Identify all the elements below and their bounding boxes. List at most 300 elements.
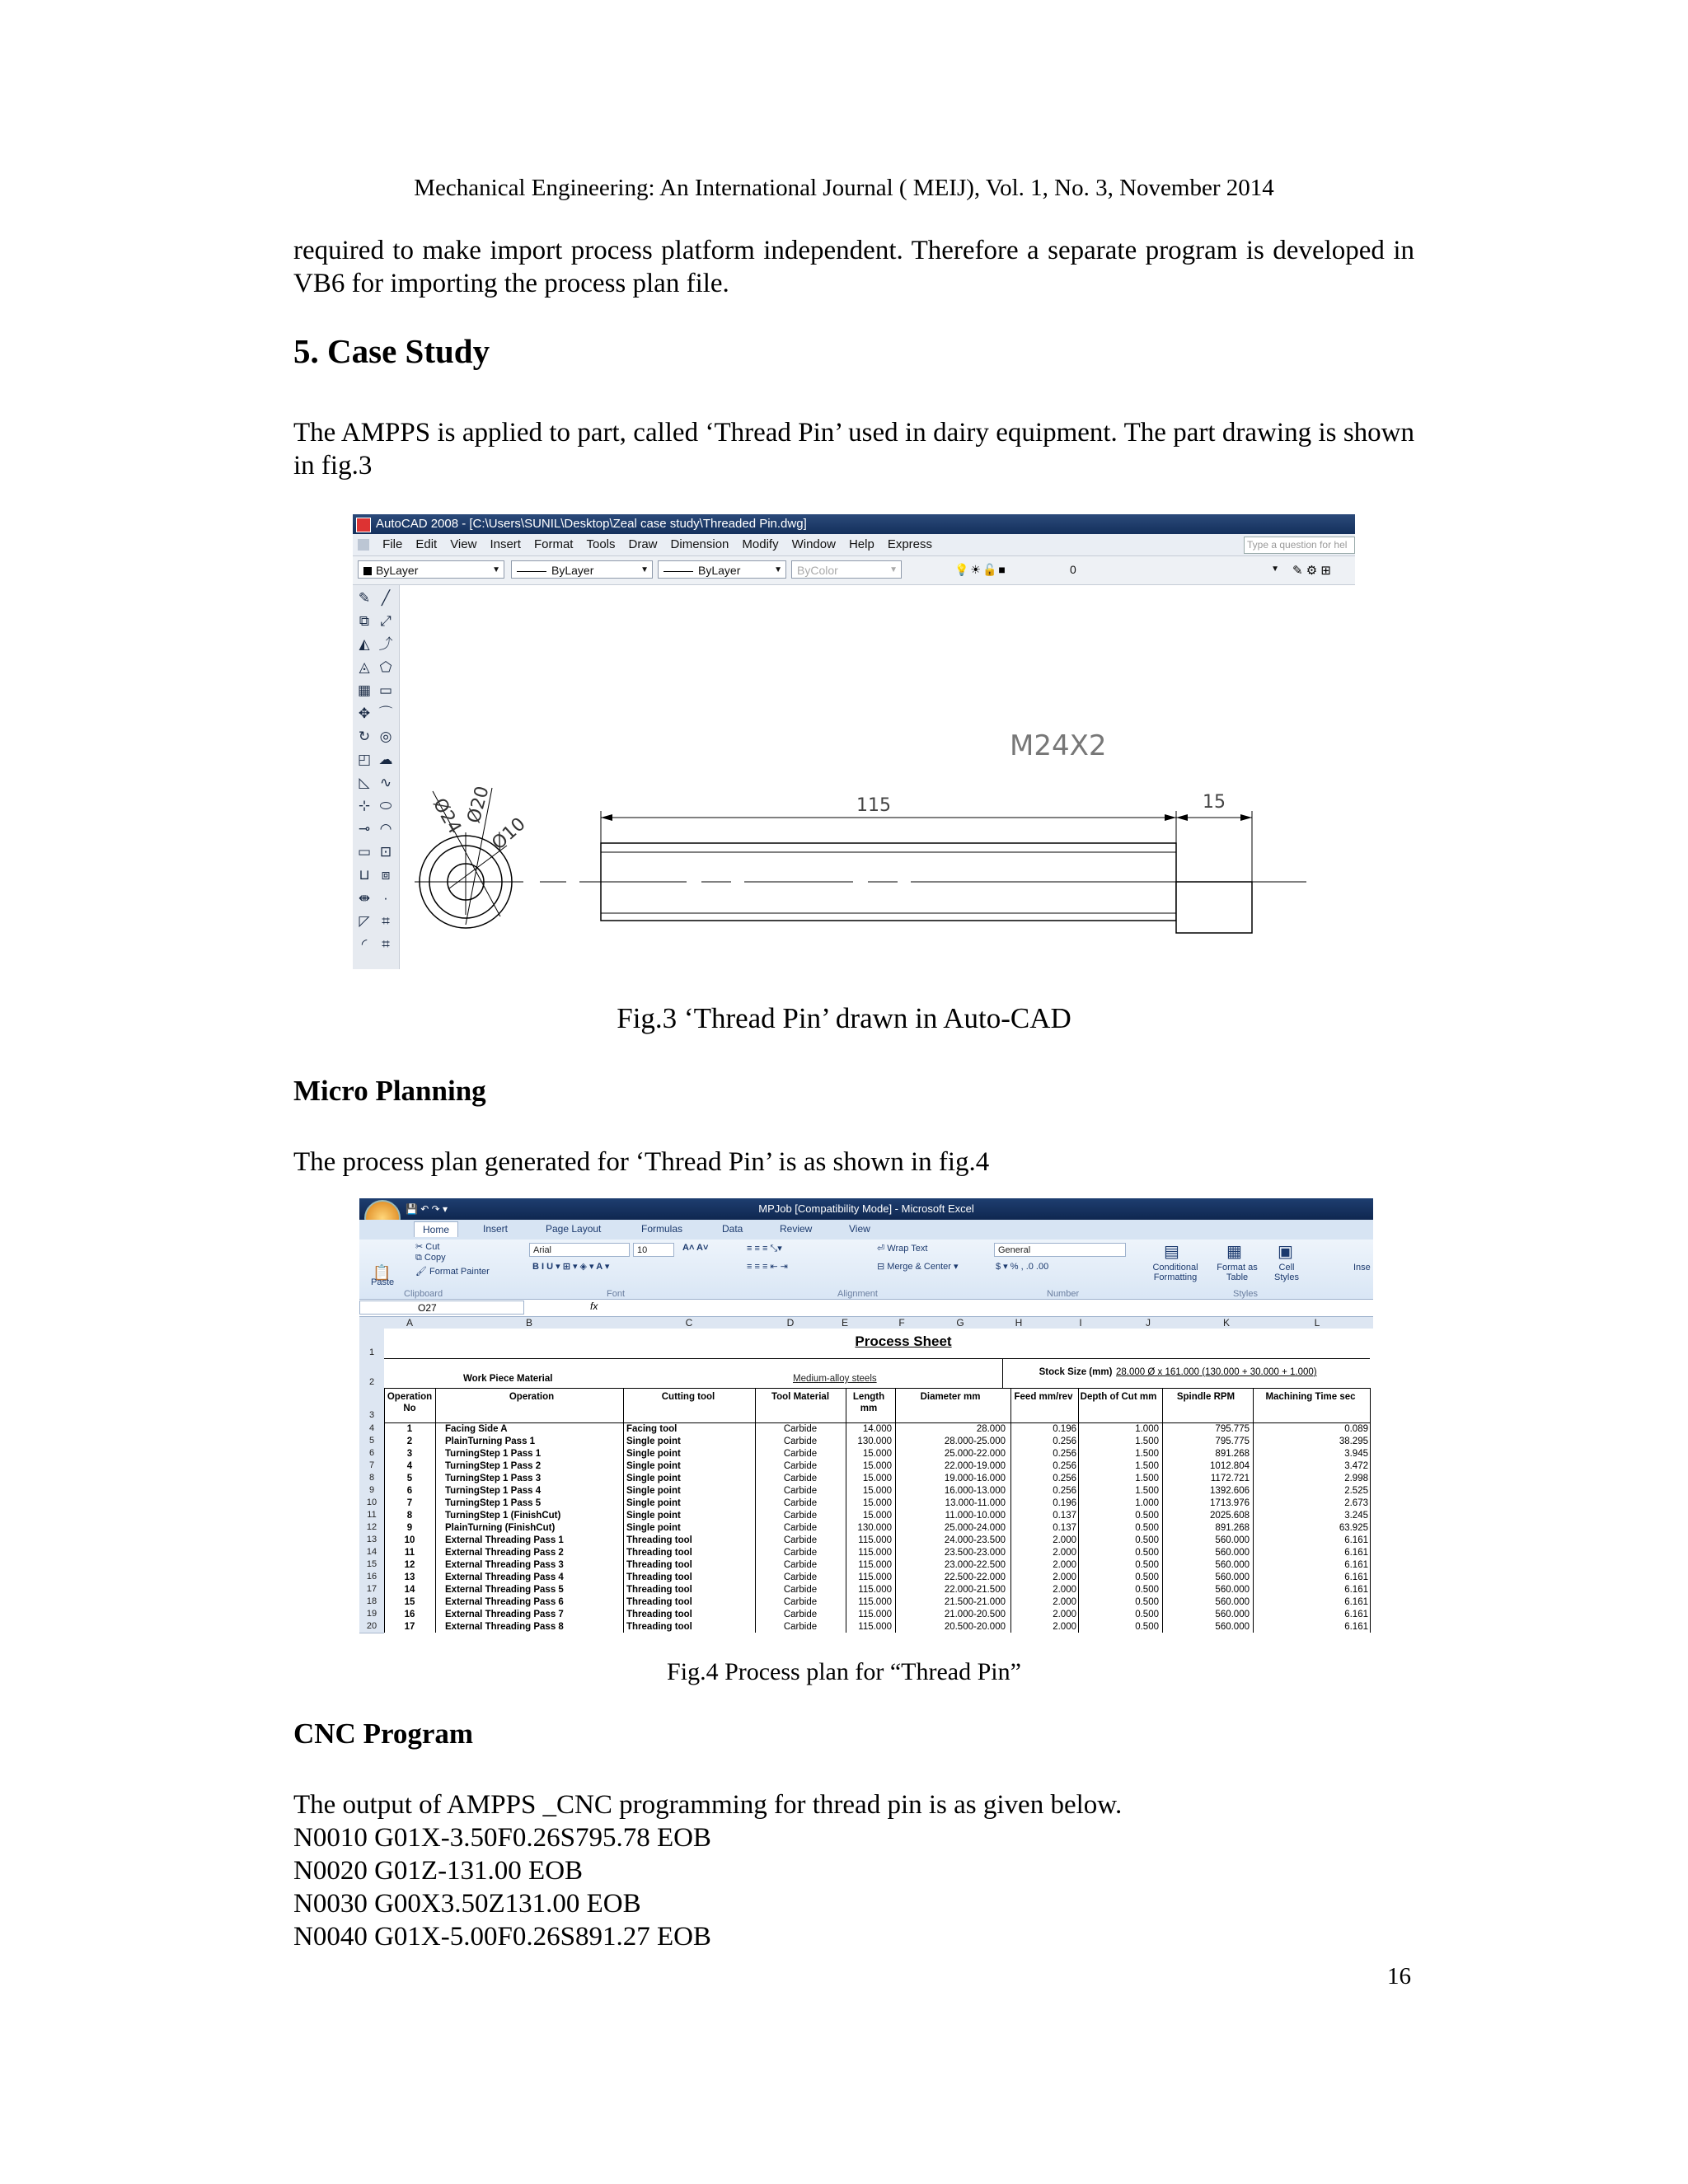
tab-formulas[interactable]: Formulas: [641, 1223, 683, 1235]
table-cell: Carbide: [783, 1436, 818, 1446]
rotate-icon[interactable]: ↻: [358, 729, 371, 744]
table-cell: 2.525: [1344, 1486, 1368, 1496]
polyline-icon[interactable]: ⤴: [378, 636, 393, 652]
gradient-icon[interactable]: ⌗: [382, 936, 390, 952]
offset-icon[interactable]: ◬: [359, 659, 370, 675]
ask-question-input[interactable]: Type a question for hel: [1244, 537, 1355, 554]
table-cell: Carbide: [783, 1572, 818, 1582]
conditional-formatting-button[interactable]: Conditional Formatting: [1152, 1263, 1198, 1282]
merge-center-button[interactable]: ⊟ Merge & Center ▾: [877, 1262, 959, 1272]
table-cell: 0.500: [1135, 1610, 1159, 1619]
revcloud-icon[interactable]: ☁: [378, 752, 393, 767]
format-as-table-button[interactable]: Format as Table: [1217, 1263, 1258, 1282]
table-cell: 0.500: [1135, 1535, 1159, 1545]
table-cell: 0.256: [1053, 1486, 1076, 1496]
autocad-title-bar: [353, 514, 1355, 534]
row-header[interactable]: 7: [359, 1460, 384, 1473]
hatch-icon[interactable]: ⌗: [382, 913, 390, 929]
thread-label: M24X2: [1010, 729, 1107, 762]
table-cell: 22.000-19.000: [944, 1461, 1006, 1471]
group-alignment: Alignment: [837, 1289, 878, 1299]
trim-icon[interactable]: ⊹: [358, 798, 371, 813]
chamfer-icon[interactable]: ⇼: [358, 890, 371, 906]
table-cell: 23.000-22.500: [944, 1560, 1006, 1570]
paste-icon[interactable]: 📋: [373, 1264, 392, 1281]
column-header-d[interactable]: D: [755, 1317, 827, 1329]
table-cell: 12: [404, 1560, 415, 1570]
fillet-icon[interactable]: ◸: [359, 913, 370, 929]
table-cell: 130.000: [857, 1436, 892, 1446]
row-header[interactable]: 13: [359, 1534, 384, 1547]
circle-icon[interactable]: ◎: [379, 729, 392, 744]
tab-home[interactable]: Home: [414, 1221, 458, 1237]
table-cell: Facing Side A: [445, 1424, 508, 1434]
table-cell: 1.500: [1135, 1461, 1159, 1471]
chevron-down-icon: ▼: [774, 565, 782, 574]
scale-icon[interactable]: ◰: [357, 752, 372, 767]
table-header-cell: Length mm: [852, 1392, 885, 1413]
table-cell: 115.000: [858, 1622, 892, 1632]
table-cell: 0.500: [1135, 1585, 1159, 1595]
table-cell: Single point: [626, 1474, 681, 1483]
paste-button[interactable]: Paste: [371, 1277, 395, 1287]
table-cell: 560.000: [1215, 1622, 1250, 1632]
intro-paragraph: required to make import process platform independent. Therefore a separate program is developed in VB6 for importing the process plan file.: [293, 236, 1414, 298]
table-cell: Carbide: [783, 1498, 818, 1508]
table-cell: 21.000-20.500: [944, 1610, 1006, 1619]
row-header[interactable]: 9: [359, 1484, 384, 1497]
tab-review[interactable]: Review: [780, 1223, 813, 1235]
table-cell: External Threading Pass 4: [445, 1572, 564, 1582]
table-cell: 1012.804: [1210, 1461, 1250, 1471]
table-cell: 15.000: [862, 1486, 892, 1496]
explode-icon[interactable]: ◜: [361, 936, 368, 952]
cut-label: Cut: [425, 1242, 440, 1252]
table-cell: 6.161: [1344, 1610, 1368, 1619]
table-cell: Single point: [626, 1511, 681, 1521]
arrowhead: [1165, 814, 1176, 821]
move-icon[interactable]: ✥: [358, 705, 371, 721]
table-cell: 891.268: [1215, 1449, 1250, 1459]
table-header-cell: Depth of Cut mm: [1080, 1392, 1157, 1402]
table-cell: 8: [406, 1511, 413, 1521]
menu-format[interactable]: Format: [533, 537, 574, 551]
table-cell: 22.500-22.000: [944, 1572, 1006, 1582]
tab-view[interactable]: View: [849, 1223, 870, 1235]
layer-name: 0: [1070, 563, 1076, 576]
ribbon-home: [359, 1240, 1373, 1300]
table-header-cell: Machining Time sec: [1265, 1392, 1356, 1402]
table-cell: 1.000: [1135, 1498, 1159, 1508]
font-name-select[interactable]: Arial: [529, 1243, 630, 1257]
process-sheet-title: Process Sheet: [855, 1333, 952, 1349]
grid-line: [384, 1358, 1370, 1359]
stretch-icon[interactable]: ◺: [359, 775, 370, 790]
table-cell: 6.161: [1344, 1597, 1368, 1607]
drawing-canvas[interactable]: [400, 585, 1355, 969]
grid-line: [1162, 1388, 1163, 1633]
row-header[interactable]: 17: [359, 1583, 384, 1596]
arrowhead: [1240, 814, 1252, 821]
column-header-b[interactable]: B: [435, 1317, 624, 1329]
table-cell: Single point: [626, 1449, 681, 1459]
micro-planning-paragraph: The process plan generated for ‘Thread Pin’ is as shown in fig.4: [293, 1147, 990, 1177]
column-header-l[interactable]: L: [1261, 1317, 1373, 1329]
table-cell: 1713.976: [1210, 1498, 1250, 1508]
table-cell: PlainTurning Pass 1: [445, 1436, 536, 1446]
array-icon[interactable]: ▦: [357, 682, 372, 698]
table-cell: 130.000: [857, 1523, 892, 1533]
column-header-e[interactable]: E: [826, 1317, 865, 1329]
work-piece-value: Medium-alloy steels: [793, 1374, 877, 1384]
table-header-cell: Spindle RPM: [1176, 1392, 1236, 1402]
select-all-corner[interactable]: [359, 1317, 385, 1329]
table-cell: 115.000: [858, 1610, 892, 1619]
row-header[interactable]: 12: [359, 1521, 384, 1535]
column-header-h[interactable]: H: [981, 1317, 1057, 1329]
table-cell: PlainTurning (FinishCut): [445, 1523, 556, 1533]
table-cell: 0.500: [1135, 1511, 1159, 1521]
layer-state-icons[interactable]: 💡☀🔓■: [954, 563, 1007, 576]
row-header[interactable]: 11: [359, 1509, 384, 1522]
table-cell: Threading tool: [626, 1597, 692, 1607]
erase-icon[interactable]: ✎: [358, 590, 371, 606]
ribbon-tabs: [359, 1220, 1373, 1240]
row-header[interactable]: 10: [359, 1497, 384, 1510]
table-cell: 891.268: [1215, 1523, 1250, 1533]
table-cell: 560.000: [1215, 1597, 1250, 1607]
table-cell: 0.137: [1053, 1511, 1076, 1521]
number-format-select[interactable]: General: [994, 1243, 1126, 1257]
table-cell: 2: [406, 1436, 413, 1446]
cnc-program-heading: CNC Program: [293, 1718, 474, 1750]
table-cell: 6.161: [1344, 1585, 1368, 1595]
table-cell: 6: [406, 1486, 413, 1496]
grid-line: [1370, 1388, 1371, 1633]
table-cell: 0.089: [1344, 1424, 1368, 1434]
table-cell: 115.000: [858, 1572, 892, 1582]
row-header[interactable]: 20: [359, 1620, 384, 1633]
insert-button[interactable]: Inse: [1353, 1263, 1371, 1272]
grid-line: [1078, 1388, 1079, 1633]
cell-styles-icon: ▣: [1278, 1243, 1293, 1261]
column-header-c[interactable]: C: [623, 1317, 756, 1329]
row-header[interactable]: 16: [359, 1571, 384, 1584]
table-cell: 5: [406, 1474, 413, 1483]
construction-line-icon[interactable]: ⤢: [380, 613, 392, 629]
row-header[interactable]: 2: [359, 1358, 384, 1389]
table-cell: 0.500: [1135, 1572, 1159, 1582]
table-cell: 15.000: [862, 1449, 892, 1459]
spline-icon[interactable]: ∿: [379, 775, 392, 790]
function-icon[interactable]: fx: [590, 1301, 598, 1312]
number-format-icons[interactable]: $ ▾ % , .0 .00: [996, 1262, 1049, 1272]
table-cell: 2.000: [1053, 1585, 1076, 1595]
table-cell: 28.000: [976, 1424, 1006, 1434]
table-cell: 560.000: [1215, 1560, 1250, 1570]
menu-help[interactable]: Help: [848, 537, 874, 551]
dia-20-label: Ø20: [463, 784, 494, 826]
line-icon[interactable]: ╱: [381, 590, 391, 606]
table-cell: TurningStep 1 Pass 5: [445, 1498, 542, 1508]
color-combo[interactable]: [358, 560, 504, 579]
table-cell: 1.500: [1135, 1486, 1159, 1496]
page-number: 16: [1387, 1963, 1411, 1990]
excel-window-title: MPJob [Compatibility Mode] - Microsoft Excel: [758, 1202, 974, 1215]
table-cell: 6.161: [1344, 1572, 1368, 1582]
tab-data[interactable]: Data: [722, 1223, 743, 1235]
group-clipboard: Clipboard: [404, 1289, 443, 1299]
autocad-menu-bar: [353, 534, 1355, 556]
break-icon[interactable]: ▭: [357, 844, 372, 860]
column-header-j[interactable]: J: [1104, 1317, 1193, 1329]
linetype-combo[interactable]: [511, 560, 653, 579]
table-cell: 11: [404, 1548, 415, 1558]
table-cell: 16.000-13.000: [944, 1486, 1006, 1496]
lineweight-combo[interactable]: [658, 560, 786, 579]
table-cell: 23.500-23.000: [944, 1548, 1006, 1558]
table-cell: Carbide: [783, 1449, 818, 1459]
rectangle-icon[interactable]: ▭: [378, 682, 393, 698]
group-number: Number: [1047, 1289, 1080, 1299]
table-header-cell: Tool Material: [771, 1392, 830, 1402]
menu-view[interactable]: View: [450, 537, 477, 551]
menu-draw[interactable]: Draw: [628, 537, 658, 551]
table-cell: 0.256: [1053, 1449, 1076, 1459]
make-block-icon[interactable]: ⧈: [381, 867, 391, 883]
grid-line: [384, 1388, 385, 1633]
conditional-formatting-icon: ▤: [1164, 1243, 1179, 1261]
row-header[interactable]: 14: [359, 1546, 384, 1559]
column-header-a[interactable]: A: [384, 1317, 436, 1329]
table-cell: 1392.606: [1210, 1486, 1250, 1496]
font-grow-shrink-icons[interactable]: A˄ A˅: [682, 1243, 709, 1253]
row-header[interactable]: 3: [359, 1388, 384, 1423]
table-cell: 6.161: [1344, 1548, 1368, 1558]
cnc-line: N0040 G01X-5.00F0.26S891.27 EOB: [293, 1922, 711, 1952]
ellipse-arc-icon[interactable]: ◠: [379, 821, 392, 837]
table-cell: TurningStep 1 Pass 1: [445, 1449, 542, 1459]
format-painter-button[interactable]: 🖌 Format Painter: [415, 1267, 490, 1277]
column-header-i[interactable]: I: [1057, 1317, 1105, 1329]
table-cell: Threading tool: [626, 1572, 692, 1582]
format-table-icon: ▦: [1226, 1243, 1242, 1261]
table-cell: 115.000: [858, 1585, 892, 1595]
table-cell: TurningStep 1 Pass 4: [445, 1486, 542, 1496]
table-cell: 0.256: [1053, 1461, 1076, 1471]
extend-icon[interactable]: ⊸: [358, 821, 371, 837]
copy-button[interactable]: ⧉ Copy: [415, 1253, 446, 1263]
table-cell: 2.673: [1344, 1498, 1368, 1508]
table-cell: 13.000-11.000: [945, 1498, 1006, 1508]
column-header-k[interactable]: K: [1192, 1317, 1262, 1329]
table-cell: 1.000: [1135, 1424, 1159, 1434]
row-header[interactable]: 18: [359, 1596, 384, 1609]
polygon-icon[interactable]: ⬠: [379, 659, 392, 675]
table-cell: Carbide: [783, 1511, 818, 1521]
table-cell: 115.000: [858, 1560, 892, 1570]
row-header[interactable]: 4: [359, 1422, 384, 1436]
table-cell: 3.945: [1344, 1449, 1368, 1459]
tab-page-layout[interactable]: Page Layout: [546, 1223, 602, 1235]
table-cell: 1172.721: [1210, 1474, 1250, 1483]
table-cell: Carbide: [783, 1560, 818, 1570]
table-cell: 2.000: [1053, 1560, 1076, 1570]
group-font: Font: [607, 1289, 626, 1299]
table-cell: External Threading Pass 5: [445, 1585, 564, 1595]
tab-insert[interactable]: Insert: [483, 1223, 509, 1235]
table-cell: Carbide: [783, 1535, 818, 1545]
plotstyle-value: ByColor: [797, 564, 838, 577]
table-cell: 0.196: [1053, 1424, 1076, 1434]
menu-edit[interactable]: Edit: [415, 537, 438, 551]
table-cell: 19.000-16.000: [944, 1474, 1006, 1483]
table-header-cell: Diameter mm: [920, 1392, 981, 1402]
table-cell: External Threading Pass 7: [445, 1610, 564, 1619]
menu-express[interactable]: Express: [887, 537, 932, 551]
document-icon[interactable]: [358, 539, 369, 551]
journal-header: Mechanical Engineering: An International Journal ( MEIJ), Vol. 1, No. 3, November 2014: [414, 175, 1274, 201]
mirror-icon[interactable]: ◭: [359, 636, 370, 652]
case-study-paragraph: The AMPPS is applied to part, called ‘Thread Pin’ used in dairy equipment. The part drawing is shown in fig.3: [293, 418, 1414, 480]
table-cell: 22.000-21.500: [944, 1585, 1006, 1595]
section-heading: 5. Case Study: [293, 332, 490, 370]
table-cell: 6.161: [1344, 1535, 1368, 1545]
layer-tools-icon[interactable]: ✎ ⚙ ⊞: [1292, 564, 1331, 578]
table-cell: External Threading Pass 3: [445, 1560, 564, 1570]
table-header-cell: Cutting tool: [661, 1392, 715, 1402]
menu-modify[interactable]: Modify: [742, 537, 779, 551]
row-header[interactable]: 1: [359, 1329, 384, 1359]
cnc-line: N0010 G01X-3.50F0.26S795.78 EOB: [293, 1823, 711, 1853]
bold-italic-underline-icons[interactable]: B I U ▾ ⊞ ▾ ◈ ▾ A ▾: [532, 1262, 610, 1272]
table-cell: 115.000: [858, 1548, 892, 1558]
alignment-bottom-icons[interactable]: ≡ ≡ ≡ ⇤ ⇥: [747, 1262, 788, 1272]
menu-insert[interactable]: Insert: [490, 537, 521, 551]
autocad-app-icon: [356, 518, 371, 532]
table-cell: 15.000: [862, 1511, 892, 1521]
layer-combo[interactable]: [1065, 560, 1282, 579]
cnc-intro-paragraph: The output of AMPPS _CNC programming for thread pin is as given below.: [293, 1790, 1123, 1820]
table-cell: 2.998: [1344, 1474, 1368, 1483]
menu-tools[interactable]: Tools: [586, 537, 616, 551]
menu-window[interactable]: Window: [791, 537, 836, 551]
format-painter-label: Format Painter: [429, 1267, 490, 1277]
fig3-caption: Fig.3 ‘Thread Pin’ drawn in Auto-CAD: [617, 1002, 1071, 1034]
dim-115-label: 115: [856, 795, 891, 816]
table-cell: 560.000: [1215, 1535, 1250, 1545]
column-header-g[interactable]: G: [940, 1317, 982, 1329]
table-cell: Single point: [626, 1461, 681, 1471]
group-styles: Styles: [1233, 1289, 1258, 1299]
table-cell: External Threading Pass 6: [445, 1597, 564, 1607]
table-cell: 6.161: [1344, 1560, 1368, 1570]
table-cell: 14: [404, 1585, 415, 1595]
table-cell: 38.295: [1339, 1436, 1368, 1446]
table-cell: 25.000-24.000: [944, 1523, 1006, 1533]
arc-icon[interactable]: ⌒: [378, 705, 393, 721]
cell-styles-button[interactable]: Cell Styles: [1274, 1263, 1299, 1282]
quick-access-toolbar[interactable]: 💾 ↶ ↷ ▾: [406, 1203, 448, 1215]
stock-size-label: Stock Size (mm): [1039, 1367, 1113, 1377]
table-cell: TurningStep 1 (FinishCut): [445, 1511, 561, 1521]
table-cell: 0.500: [1135, 1622, 1159, 1632]
table-cell: 20.500-20.000: [944, 1622, 1006, 1632]
cut-button[interactable]: ✂ Cut: [415, 1242, 440, 1252]
table-cell: Threading tool: [626, 1585, 692, 1595]
table-cell: 0.256: [1053, 1474, 1076, 1483]
table-cell: 1: [406, 1424, 413, 1434]
table-cell: 0.137: [1053, 1523, 1076, 1533]
table-cell: 2.000: [1053, 1622, 1076, 1632]
table-cell: 115.000: [858, 1597, 892, 1607]
row-header[interactable]: 19: [359, 1608, 384, 1621]
table-header-cell: Operation: [509, 1392, 555, 1402]
copy-icon[interactable]: ⧉: [359, 613, 370, 629]
plotstyle-combo[interactable]: [791, 560, 902, 579]
table-cell: Threading tool: [626, 1622, 692, 1632]
table-cell: 7: [406, 1498, 413, 1508]
table-cell: 10: [404, 1535, 415, 1545]
table-cell: 2025.608: [1210, 1511, 1250, 1521]
wrap-text-button[interactable]: ⏎ Wrap Text: [877, 1244, 928, 1254]
cnc-line: N0020 G01Z-131.00 EOB: [293, 1856, 584, 1886]
table-cell: 560.000: [1215, 1585, 1250, 1595]
menu-dimension[interactable]: Dimension: [670, 537, 729, 551]
chevron-down-icon: ▼: [889, 565, 898, 574]
table-cell: 15.000: [862, 1461, 892, 1471]
table-cell: Single point: [626, 1436, 681, 1446]
cnc-line: N0030 G00X3.50Z131.00 EOB: [293, 1889, 641, 1919]
grid-line: [623, 1388, 624, 1633]
point-icon[interactable]: ·: [383, 890, 388, 906]
row-header[interactable]: 6: [359, 1447, 384, 1460]
autocad-window-title: AutoCAD 2008 - [C:\Users\SUNIL\Desktop\Zeal case study\Threaded Pin.dwg]: [376, 517, 807, 531]
column-header-f[interactable]: F: [864, 1317, 940, 1329]
row-header[interactable]: 15: [359, 1558, 384, 1572]
join-icon[interactable]: ⊔: [359, 867, 370, 883]
table-cell: 14.000: [862, 1424, 892, 1434]
table-cell: External Threading Pass 2: [445, 1548, 564, 1558]
table-cell: 115.000: [858, 1535, 892, 1545]
table-cell: 3.472: [1344, 1461, 1368, 1471]
alignment-top-icons[interactable]: ≡ ≡ ≡ ⤡▾: [747, 1244, 782, 1254]
row-header[interactable]: 5: [359, 1435, 384, 1448]
linetype-value: ByLayer: [551, 564, 594, 577]
table-cell: Carbide: [783, 1622, 818, 1632]
insert-block-icon[interactable]: ⊡: [379, 844, 392, 860]
excel-title-bar: [359, 1198, 1373, 1220]
menu-file[interactable]: File: [382, 537, 403, 551]
table-cell: 0.500: [1135, 1560, 1159, 1570]
font-size-select[interactable]: 10: [633, 1243, 674, 1257]
dim-15-label: 15: [1203, 792, 1226, 813]
table-cell: Carbide: [783, 1461, 818, 1471]
table-cell: Carbide: [783, 1548, 818, 1558]
lineweight-value: ByLayer: [698, 564, 741, 577]
row-header[interactable]: 8: [359, 1472, 384, 1485]
table-cell: Threading tool: [626, 1548, 692, 1558]
table-cell: 3.245: [1344, 1511, 1368, 1521]
ellipse-icon[interactable]: ⬭: [379, 798, 392, 813]
table-cell: 2.000: [1053, 1548, 1076, 1558]
table-cell: 21.500-21.000: [944, 1597, 1006, 1607]
name-box[interactable]: O27: [359, 1301, 524, 1315]
table-cell: Single point: [626, 1486, 681, 1496]
table-cell: 15: [404, 1597, 415, 1607]
table-cell: 560.000: [1215, 1548, 1250, 1558]
table-cell: 24.000-23.500: [944, 1535, 1006, 1545]
